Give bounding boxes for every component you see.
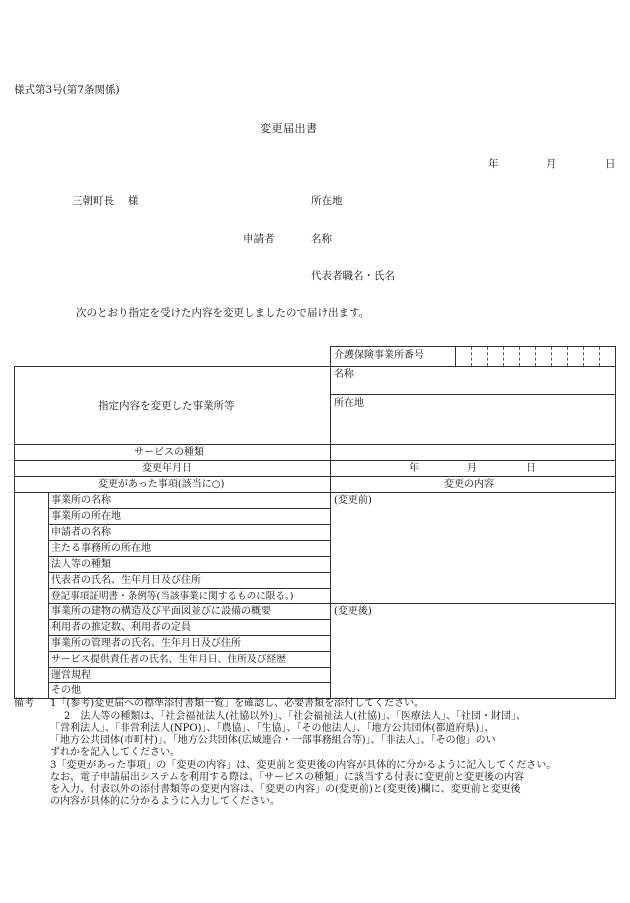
statement-text: 次のとおり指定を受けた内容を変更しましたので届け出ます。 <box>76 307 370 319</box>
change-date-year: 年 <box>409 463 419 474</box>
change-item: 事業所の建物の構造及び平面図並びに設備の概要 <box>51 606 271 617</box>
note-line: 3「変更があった事項」の「変更の内容」は、変更前と変更後の内容が具体的に分かるように記入してください。 <box>50 760 557 771</box>
change-item: 事業所の管理者の氏名、生年月日及び住所 <box>51 638 241 649</box>
addressee: 三朝町長 様 <box>72 195 139 207</box>
date-day-label: 日 <box>605 158 616 170</box>
change-item: サービス提供責任者の氏名、生年月日、住所及び経歴 <box>51 654 287 665</box>
before-label: (変更前) <box>334 495 372 506</box>
after-label: (変更後) <box>334 606 372 617</box>
change-item: 主たる事務所の所在地 <box>51 543 151 554</box>
note-line: 1「(参考)変更届への標準添付書類一覧」を確認し、必要書類を添付してください。 <box>50 698 425 709</box>
change-item: 法人等の種類 <box>51 559 111 570</box>
applicant-name-label: 名称 <box>311 233 332 245</box>
change-content-header: 変更の内容 <box>444 479 494 490</box>
change-item: 登記事項証明書・条例等(当該事業に関するものに限る。) <box>51 591 294 602</box>
form-number: 様式第3号(第7条関係) <box>14 84 120 96</box>
changed-office-label: 指定内容を変更した事業所等 <box>98 400 235 412</box>
representative-label: 代表者職名・氏名 <box>311 270 395 282</box>
note-line: 「地方公共団体(市町村)」、「地方公共団体(広域連合・一部事務組合等)」、「非法人」、「その他」のい <box>50 735 496 746</box>
office-name-label: 名称 <box>334 369 354 380</box>
applicant-address-label: 所在地 <box>311 195 343 207</box>
care-number-label: 介護保険事業所番号 <box>334 350 424 361</box>
change-date-label: 変更年月日 <box>142 463 192 474</box>
note-line: 「営利法人」、「非営利法人(NPO)」、「農協」、「生協」、「その他法人」、「地方公共団体(都道府県)」、 <box>50 723 495 734</box>
notes-heading: 備考 <box>14 698 34 709</box>
note-line: を入力、付表以外の添付書類等の変更内容は、「変更の内容」の(変更前)と(変更後)欄に、変更前と変更後 <box>50 784 521 795</box>
change-item: 事業所の名称 <box>51 495 111 506</box>
change-date-day: 日 <box>526 463 536 474</box>
change-item: 運営規程 <box>51 670 91 681</box>
applicant-label: 申請者 <box>243 233 275 245</box>
office-address-label: 所在地 <box>334 398 364 409</box>
document-title: 変更届出書 <box>260 122 318 135</box>
change-item: その他 <box>51 685 81 696</box>
service-type-label: サービスの種類 <box>134 447 204 458</box>
changed-items-header: 変更があった事項(該当に○) <box>98 479 225 490</box>
note-line: 2 法人等の種類は、「社会福祉法人(社協以外)」、「社会福祉法人(社協)」、「医療法人」、「社団・財団」、 <box>64 711 526 722</box>
change-item: 申請者の名称 <box>51 527 111 538</box>
change-item: 代表者の氏名、生年月日及び住所 <box>51 575 201 586</box>
date-year-label: 年 <box>488 158 499 170</box>
change-date-month: 月 <box>467 463 477 474</box>
note-line: ずれかを記入してください。 <box>50 747 180 758</box>
change-item: 利用者の推定数、利用者の定員 <box>51 622 191 633</box>
note-line: の内容が具体的に分かるように入力してください。 <box>50 796 280 807</box>
note-line: なお、電子申請届出システムを利用する際は、「サービスの種類」に該当する付表に変更前と変更後の内容 <box>50 772 524 783</box>
date-month-label: 月 <box>546 158 557 170</box>
change-item: 事業所の所在地 <box>51 511 121 522</box>
